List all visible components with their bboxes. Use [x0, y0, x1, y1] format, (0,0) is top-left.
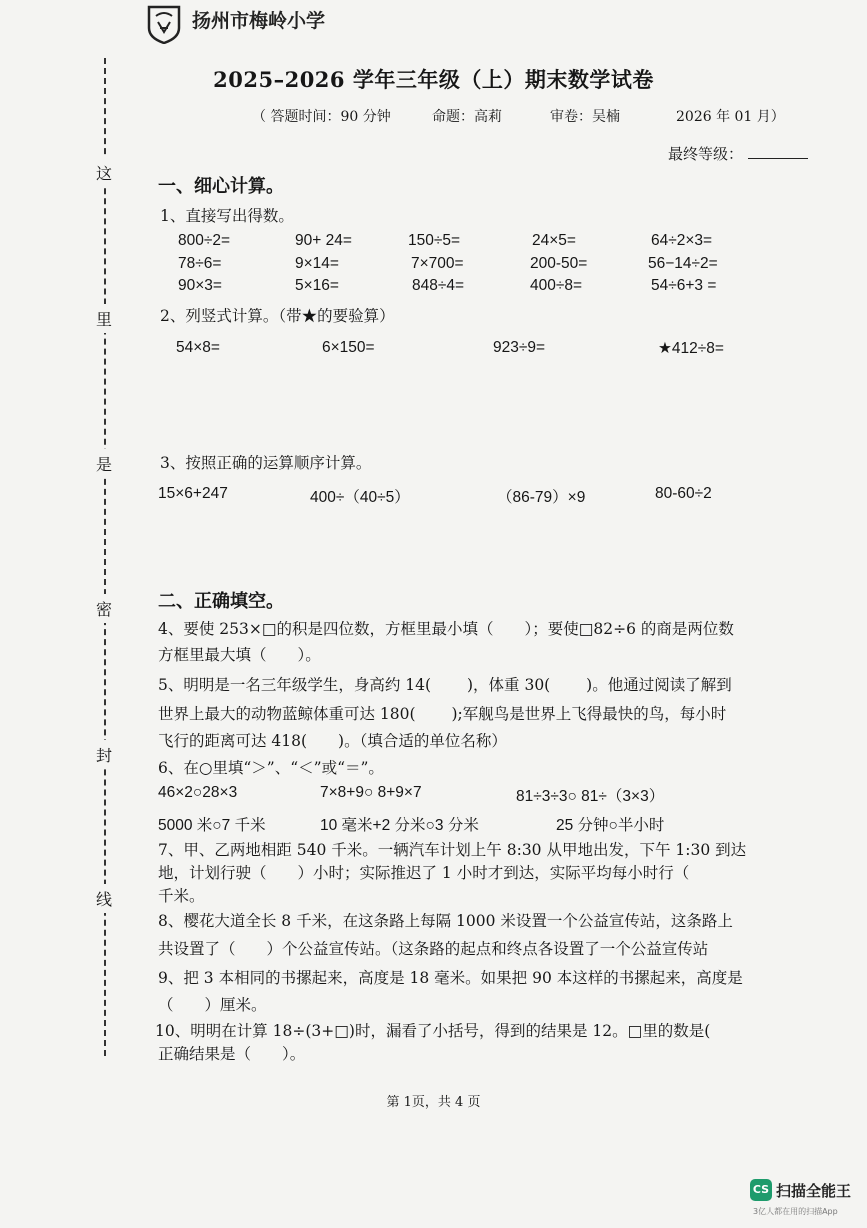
cut-line-char: 是 [96, 449, 112, 478]
fill-line: 共设置了（ ）个公益宣传站。（这条路的起点和终点各设置了一个公益宣传站 [158, 940, 709, 958]
section-1-title: 一、细心计算。 [158, 176, 284, 197]
oral-calc-item: 54÷6+3 = [651, 277, 717, 294]
compare-item: 7×8+9○ 8+9×7 [320, 784, 422, 801]
compare-item: 25 分钟○半小时 [556, 817, 665, 834]
exam-reviewer: 审卷：吴楠 [550, 109, 620, 125]
compare-item: 10 毫米+2 分米○3 分米 [320, 817, 479, 834]
scanner-app-name: 扫描全能王 [776, 1182, 852, 1200]
vertical-calc-item: ★412÷8= [658, 340, 724, 357]
oral-calc-item: 200-50= [530, 255, 588, 272]
oral-calc-item: 5×16= [295, 277, 339, 294]
compare-item: 46×2○28×3 [158, 784, 238, 801]
scanner-app-tagline: 3亿人都在用的扫描App [753, 1207, 838, 1216]
school-name: 扬州市梅岭小学 [192, 10, 326, 32]
exam-date: 2026 年 01 月） [676, 109, 785, 125]
vertical-calc-item: 6×150= [322, 339, 375, 356]
oral-calc-item: 9×14= [295, 255, 339, 272]
oral-calc-item: 848÷4= [412, 277, 465, 294]
oral-calc-item: 90+ 24= [295, 232, 352, 249]
oral-calc-item: 56−14÷2= [648, 255, 718, 272]
final-grade-blank[interactable] [748, 158, 808, 159]
cut-line-char: 线 [96, 884, 112, 913]
oral-calc-item: 150÷5= [408, 232, 461, 249]
fill-line: 7、甲、乙两地相距 540 千米。一辆汽车计划上午 8:30 从甲地出发，下午 1:30 到达 [158, 841, 747, 859]
fill-line: 9、把 3 本相同的书摞起来，高度是 18 毫米。如果把 90 本这样的书摞起来，高度是 [158, 969, 743, 987]
fill-line: 6、在○里填“＞”、“＜”或“＝”。 [158, 759, 384, 777]
fill-line: 10、明明在计算 18÷(3+□)时，漏看了小括号，得到的结果是 12。□里的数是( [155, 1022, 711, 1040]
exam-time: （ 答题时间：90 分钟 [252, 109, 391, 125]
order-calc-item: （86-79）×9 [497, 489, 586, 506]
oral-calc-item: 78÷6= [178, 255, 222, 272]
exam-title: 2025–2026 学年三年级（上）期末数学试卷 [213, 67, 654, 92]
oral-calc-item: 7×700= [411, 255, 464, 272]
section-2-title: 二、正确填空。 [158, 591, 284, 612]
cut-line-char: 封 [96, 740, 112, 769]
oral-calc-item: 400÷8= [530, 277, 583, 294]
order-calc-item: 15×6+247 [158, 485, 228, 502]
oral-calc-item: 90×3= [178, 277, 222, 294]
order-calc-item: 400÷（40÷5） [310, 489, 410, 506]
oral-calc-item: 24×5= [532, 232, 576, 249]
scanner-logo-badge: CS [750, 1179, 772, 1201]
oral-calc-item: 800÷2= [178, 232, 231, 249]
oral-calc-item: 64÷2×3= [651, 232, 713, 249]
vertical-calc-item: 923÷9= [493, 339, 546, 356]
fill-line: 正确结果是（ ）。 [158, 1045, 306, 1063]
fill-line: 世界上最大的动物蓝鲸体重可达 180( );军舰鸟是世界上飞得最快的鸟，每小时 [158, 705, 727, 723]
fill-line: 地，计划行驶（ ）小时；实际推迟了 1 小时才到达，实际平均每小时行（ [158, 864, 690, 882]
cut-line-char: 这 [96, 158, 112, 187]
compare-item: 5000 米○7 千米 [158, 817, 266, 834]
cut-line-char: 里 [96, 304, 112, 333]
q3-title: 3、按照正确的运算顺序计算。 [160, 454, 372, 472]
fill-line: 方框里最大填（ ）。 [158, 646, 321, 664]
fill-line: 8、樱花大道全长 8 千米，在这条路上每隔 1000 米设置一个公益宣传站，这条路上 [158, 912, 733, 930]
cut-line-char: 密 [96, 594, 112, 623]
q1-title: 1、直接写出得数。 [160, 207, 294, 225]
school-logo [146, 4, 182, 44]
fill-line: 千米。 [158, 887, 205, 905]
compare-item: 81÷3÷3○ 81÷（3×3） [516, 788, 665, 805]
fill-line: （ ）厘米。 [158, 996, 267, 1014]
q2-title: 2、列竖式计算。（带★的要验算） [160, 307, 395, 325]
order-calc-item: 80-60÷2 [655, 485, 712, 502]
vertical-calc-item: 54×8= [176, 339, 220, 356]
page-number: 第 1页，共 4 页 [386, 1095, 481, 1110]
fill-line: 5、明明是一名三年级学生，身高约 14( )，体重 30( )。他通过阅读了解到 [158, 676, 732, 694]
final-grade-label: 最终等级： [668, 145, 744, 163]
exam-author: 命题：高莉 [432, 109, 502, 125]
fill-line: 飞行的距离可达 418( )。（填合适的单位名称） [158, 732, 507, 750]
fill-line: 4、要使 253×□的积是四位数，方框里最小填（ ）；要使□82÷6 的商是两位数 [158, 620, 734, 638]
